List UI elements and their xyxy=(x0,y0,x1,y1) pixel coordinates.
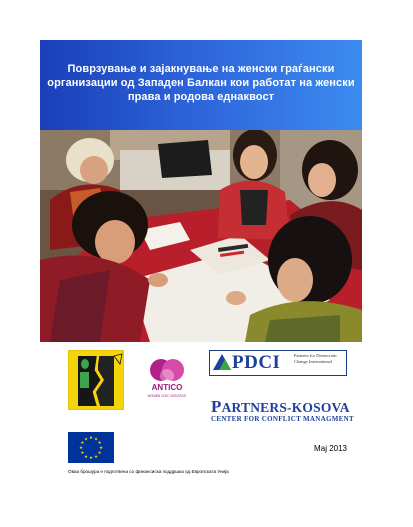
title-line-1: Поврзување и зајакнување на женски граѓански xyxy=(67,63,335,75)
partners-kosova-name xyxy=(211,397,351,417)
eu-star-icon: ★ xyxy=(83,453,89,459)
title-banner xyxy=(40,40,362,130)
eu-star-icon: ★ xyxy=(80,440,85,446)
eu-star-icon: ★ xyxy=(88,455,94,461)
partners-kosova-initial: P xyxy=(211,397,222,416)
partners-kosova-rest: ARTNERS-KOSOVA xyxy=(221,400,350,415)
eu-star-icon: ★ xyxy=(80,450,85,456)
eu-flag-icon xyxy=(68,432,114,463)
eu-star-icon: ★ xyxy=(98,445,104,451)
cover-photo xyxy=(40,130,362,342)
eu-star-icon: ★ xyxy=(93,436,99,442)
workshop-photo-image xyxy=(40,130,362,342)
antico-logo xyxy=(146,356,188,402)
pdci-logo xyxy=(209,350,347,376)
title-line-3: права и родова еднаквост xyxy=(127,91,275,103)
eu-star-icon: ★ xyxy=(83,436,89,442)
broken-figure-logo-icon xyxy=(68,350,124,410)
pdci-mountain-green-icon xyxy=(219,359,231,370)
eu-star-icon: ★ xyxy=(97,440,102,446)
antico-name: ANTICO xyxy=(151,383,183,392)
funding-footnote: Оваа брошура е подготвена со финансиска поддршка од Европската Унија xyxy=(68,469,229,474)
eu-star-icon: ★ xyxy=(97,450,102,456)
eu-star-icon: ★ xyxy=(88,435,94,441)
pdci-subtitle: Partners for Democratic Change International xyxy=(294,353,338,364)
partners-kosova-subtitle: CENTER FOR CONFLICT MANAGMENT xyxy=(211,415,354,423)
antico-subtitle: WOMEN CIVIC INITIATIVE xyxy=(147,394,187,398)
title-line-2: организации од Западен Балкан кои работат на женски xyxy=(47,77,355,89)
partners-kosova-logo xyxy=(211,397,354,423)
publication-date: Мај 2013 xyxy=(314,444,347,453)
eu-star-icon: ★ xyxy=(93,453,99,459)
eu-star-icon: ★ xyxy=(78,445,84,451)
cover-title xyxy=(40,62,362,104)
pdci-name: PDCI xyxy=(232,352,281,373)
